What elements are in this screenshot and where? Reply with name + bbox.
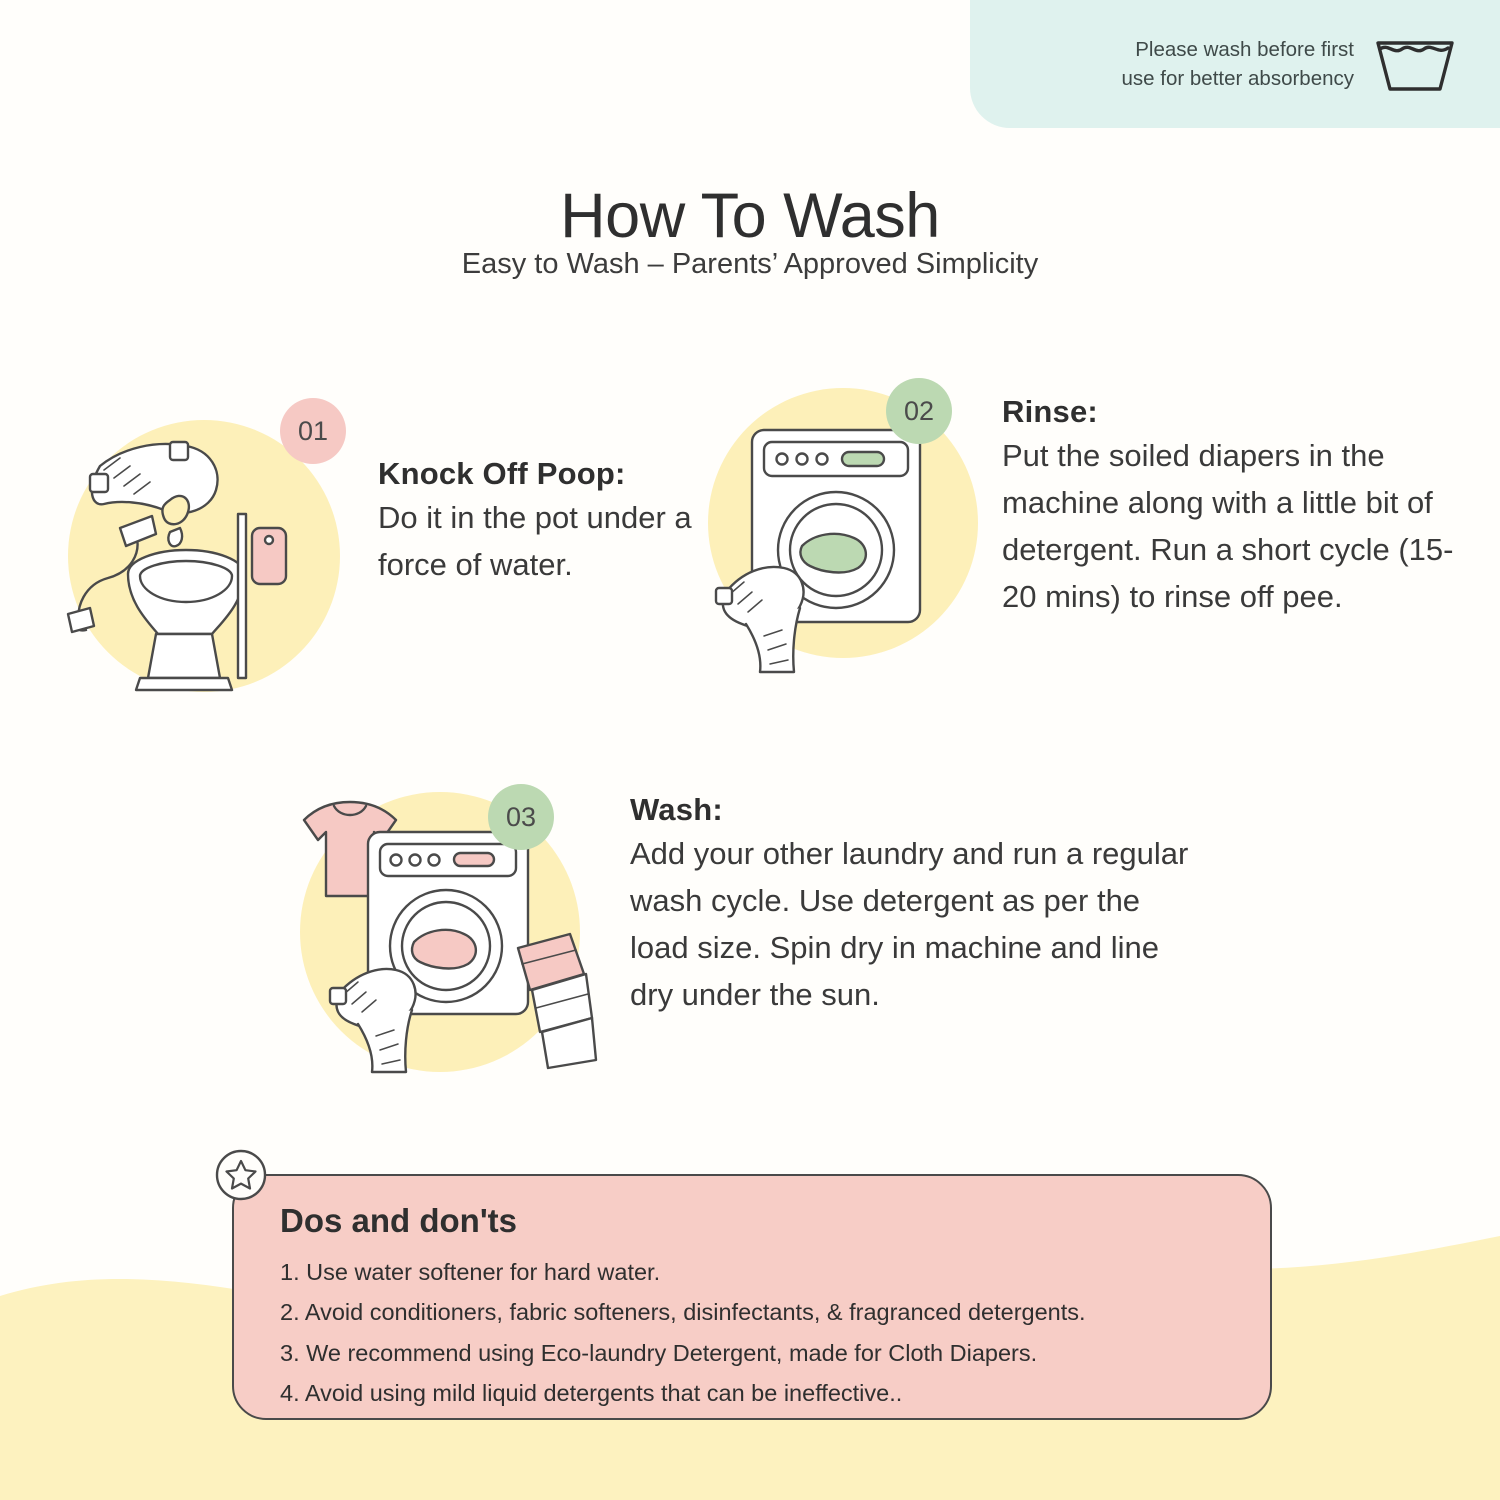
- step-02: [690, 378, 1470, 708]
- notice-text: [1122, 35, 1354, 93]
- step-02-lead: Rinse:: [1002, 394, 1098, 429]
- list-item: 4. Avoid using mild liquid detergents that can be ineffective..: [280, 1380, 903, 1407]
- step-03-lead: Wash:: [630, 792, 723, 827]
- step-02-number-badge: [886, 378, 952, 444]
- step-03: [270, 768, 1330, 1118]
- wash-before-use-notice: [970, 0, 1500, 128]
- step-01: [60, 378, 720, 708]
- list-item: 3. We recommend using Eco-laundry Detergent, made for Cloth Diapers.: [280, 1339, 1038, 1366]
- washing-machine-laundry-illustration: [270, 768, 630, 1108]
- step-02-copy: [1002, 394, 1462, 620]
- step-01-number: 01: [297, 415, 329, 446]
- step-01-number-badge: [280, 398, 346, 464]
- step-03-number: 03: [505, 801, 537, 832]
- dos-and-donts-list: [280, 1252, 1240, 1414]
- page-subtitle: Easy to Wash – Parents’ Approved Simplicity: [461, 248, 1039, 280]
- list-item: 1. Use water softener for hard water.: [280, 1259, 661, 1285]
- star-medal-icon: [214, 1148, 268, 1202]
- dos-and-donts-title: Dos and don'ts: [280, 1202, 518, 1239]
- step-03-body: Add your other laundry and run a regular wash cycle. Use detergent as per the load size. Spin dry in machine and line dry under the sun.: [630, 836, 1189, 1013]
- page-title: How To Wash: [560, 181, 940, 252]
- step-02-number: 02: [903, 395, 935, 426]
- step-03-number-badge: [488, 784, 554, 850]
- notice-line-2: use for better absorbency: [1121, 67, 1354, 90]
- step-01-copy: [378, 456, 718, 588]
- dos-and-donts-panel: [232, 1174, 1272, 1420]
- notice-line-1: Please wash before first: [1135, 37, 1354, 61]
- step-03-copy: [630, 792, 1190, 1018]
- step-01-body: Do it in the pot under a force of water.: [378, 500, 692, 583]
- list-item: 2. Avoid conditioners, fabric softeners, disinfectants, & fragranced detergents.: [280, 1299, 1086, 1326]
- wash-tub-icon: [1372, 33, 1458, 95]
- step-02-body: Put the soiled diapers in the machine along with a little bit of detergent. Run a short cycle (15-20 mins) to rinse off pee.: [1002, 438, 1454, 615]
- step-01-lead: Knock Off Poop:: [378, 456, 626, 491]
- washing-machine-diaper-illustration: [690, 378, 1020, 708]
